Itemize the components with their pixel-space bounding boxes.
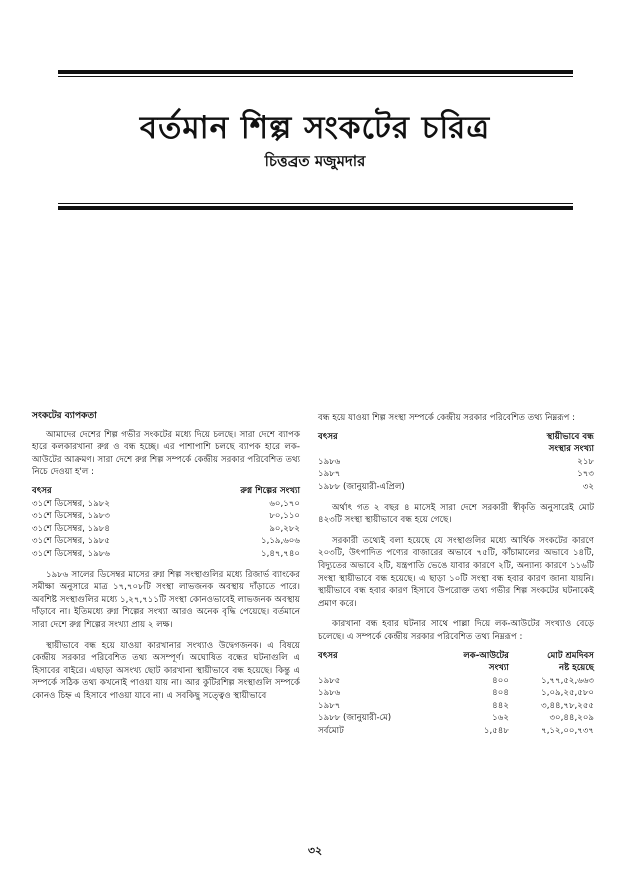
table-row: ১৯৮৫ ৪০০ ১,৭৭,৫২,৬৬৩	[318, 675, 594, 686]
left-paragraph-1: আমাদের দেশের শিল্প গভীর সংকটের মধ্যে দিয়ে চলছে। সারা দেশে ব্যাপক হারে কলকারখানা রুগ্ন ও বন্ধ হচ্ছে। এর পাশাপাশি চলছে ব্যাপক হারে লক-আউটের আক্রমণ। সারা দেশে রুগ্ন শিল্প সম্পর্কে কেন্দ্রীয় সরকার পরিবেশিত তথ্য নিচে দেওয়া হ'ল :	[32, 429, 300, 478]
right-paragraph-2: অর্থাৎ গত ২ বছর ৪ মাসেই সারা দেশে সরকারী স্বীকৃতি অনুসারেই মোট ৪২৩টি সংস্থা স্থায়ীভাবে বন্ধ হয়ে গেছে।	[318, 502, 594, 526]
table-row: ১৯৮৭ ১৭৩	[318, 469, 594, 480]
table-header-closed: স্থায়ীভাবে বন্ধ	[546, 431, 594, 442]
article-author: চিত্তব্রত মজুমদার	[264, 152, 366, 170]
table-header-count: সংস্থার সংখ্যা	[548, 444, 594, 455]
section-heading: সংকটের ব্যাপকতা	[32, 411, 97, 421]
left-column	[32, 410, 300, 702]
page-number: ৩২	[307, 844, 323, 857]
closure-table	[318, 431, 594, 494]
lockout-table: বৎসর লক-আউটের মোট শ্রমদিবস সংখ্যা নষ্ট হয়েছে ১৯৮৫ ৪০০ ১,৭৭,৫২,৬৬৩ ১৯৮৬ ৪০৪ ১,০৯,২৫,৫৮০ ১৯৮৭ ৪৪২ ৩,৪৪,৭৮,২৫৫ ১৯৮৮ (জানুয়ারী-মে) ১৬২ ৩০,৪৪,২০৯ সর্বমোট ১,৫৪৮ ৭,১২,০০,৭৩৭	[318, 650, 594, 737]
table-row: ৩১শে ডিসেম্বর, ১৯৮৩ ৮০,১১০	[32, 511, 300, 522]
table-row: ১৯৮৬ ৪০৪ ১,০৯,২৫,৫৮০	[318, 688, 594, 699]
table-row: ১৯৮৮ (জানুয়ারী-মে) ১৬২ ৩০,৪৪,২০৯	[318, 713, 594, 724]
left-paragraph-3: স্থায়ীভাবে বন্ধ হয়ে যাওয়া কারখানার সংখ্যাও উদ্বেগজনক। এ বিষয়ে কেন্দ্রীয় সরকার পরিবেশিত তথ্য অসম্পূর্ণ। অঘোষিত বন্ধের ঘটনাগুলি এ হিসাবের বাইরে। এছাড়া অসংখ্য ছোট কারখানা স্থায়ীভাবে বন্ধ হয়েছে। কিন্তু এ সম্পর্কে সঠিক তথ্য কখনোই পাওয়া যায় না। আর কুটিরশিল্প সংস্থাগুলি সম্পর্কে কোনও চিহ্ন এ হিসাবে পাওয়া যাবে না। এ সবকিছু সত্ত্বেও স্থায়ীভাবে	[32, 640, 300, 701]
top-thick-rule	[58, 70, 573, 74]
top-thin-rule	[58, 76, 573, 77]
article-title: বর্তমান শিল্প সংকটের চরিত্র	[139, 110, 491, 146]
sick-industry-table	[32, 485, 300, 561]
table-row: ৩১শে ডিসেম্বর, ১৯৮৪ ৯০,২৮২	[32, 523, 300, 534]
table-header-year: বৎসর	[32, 485, 52, 496]
right-paragraph-4: কারখানা বন্ধ হবার ঘটনার সাথে পাল্লা দিয়ে লক-আউটের সংখ্যাও বেড়ে চলেছে। এ সম্পর্কে কেন্দ্রীয় সরকার পরিবেশিত তথ্য নিম্নরূপ :	[318, 619, 594, 642]
table-row: ৩১শে ডিসেম্বর, ১৯৮৫ ১,১৯,৬০৬	[32, 536, 300, 547]
right-column	[318, 412, 594, 738]
table-total-row: সর্বমোট ১,৫৪৮ ৭,১২,০০,৭৩৭	[318, 726, 594, 737]
bottom-thick-rule	[58, 206, 573, 210]
right-paragraph-1: বন্ধ হয়ে যাওয়া শিল্প সংস্থা সম্পর্কে কেন্দ্রীয় সরকার পরিবেশিত তথ্য নিম্নরূপ :	[318, 413, 576, 423]
bottom-thin-rule	[58, 203, 573, 204]
table-row: ১৯৮৮ (জানুয়ারী-এপ্রিল) ৩২	[318, 481, 594, 492]
table-header-year: বৎসর	[318, 650, 338, 661]
table-row: ৩১শে ডিসেম্বর, ১৯৮৬ ১,৪৭,৭৪০	[32, 548, 300, 559]
table-header-mandays: মোট শ্রমদিবস	[547, 650, 594, 661]
right-paragraph-3: সরকারী তথ্যেই বলা হয়েছে যে সংস্থাগুলির মধ্যে আর্থিক সংকটের কারণে ২০৩টি, উৎপাদিত পণ্যের বাজারের অভাবে ৭৫টি, কাঁচামালের অভাবে ১৪টি, বিদ্যুতের অভাবে ২টি, যন্ত্রপাতি ভেঙে যাবার কারণে ২টি, অন্যান্য কারণে ১১৬টি সংস্থা স্থায়ীভাবে বন্ধ হয়েছে। এ ছাড়া ১০টি সংস্থা বন্ধ হবার কারণ জানা যায়নি। স্থায়ীভাবে বন্ধ হবার কারণ হিসাবে উপরোক্ত তথ্য গভীর শিল্প সংকটের ঘটনাকেই প্রমাণ করে।	[318, 535, 594, 609]
table-header-lockouts: লক-আউটের	[463, 650, 509, 661]
table-header-count: রুগ্ন শিল্পের সংখ্যা	[240, 485, 300, 496]
left-paragraph-2: ১৯৮৬ সালের ডিসেম্বর মাসের রুগ্ন শিল্প সংস্থাগুলির মধ্যে রিজার্ভ ব্যাংকের সমীক্ষা অনুসারে মাত্র ১৭,৭০৮টি সংস্থা লাভজনক অবস্থায় দাঁড়াতে পারে। অবশিষ্ট সংস্থাগুলির মধ্যে ১,২৭,৭১১টি সংস্থা কোনওভাবেই লাভজনক অবস্থায় দাঁড়াবে না। ইতিমধ্যে রুগ্ন শিল্পের সংখ্যা আরও অনেক বৃদ্ধি পেয়েছে। বর্তমানে সারা দেশে রুগ্ন শিল্পের সংখ্যা প্রায় ২ লক্ষ।	[32, 569, 300, 630]
table-row: ৩১শে ডিসেম্বর, ১৯৮২ ৬০,১৭০	[32, 498, 300, 509]
table-row: ১৯৮৬ ২১৮	[318, 456, 594, 467]
table-row: ১৯৮৭ ৪৪২ ৩,৪৪,৭৮,২৫৫	[318, 700, 594, 711]
table-header-year: বৎসর	[318, 431, 338, 442]
